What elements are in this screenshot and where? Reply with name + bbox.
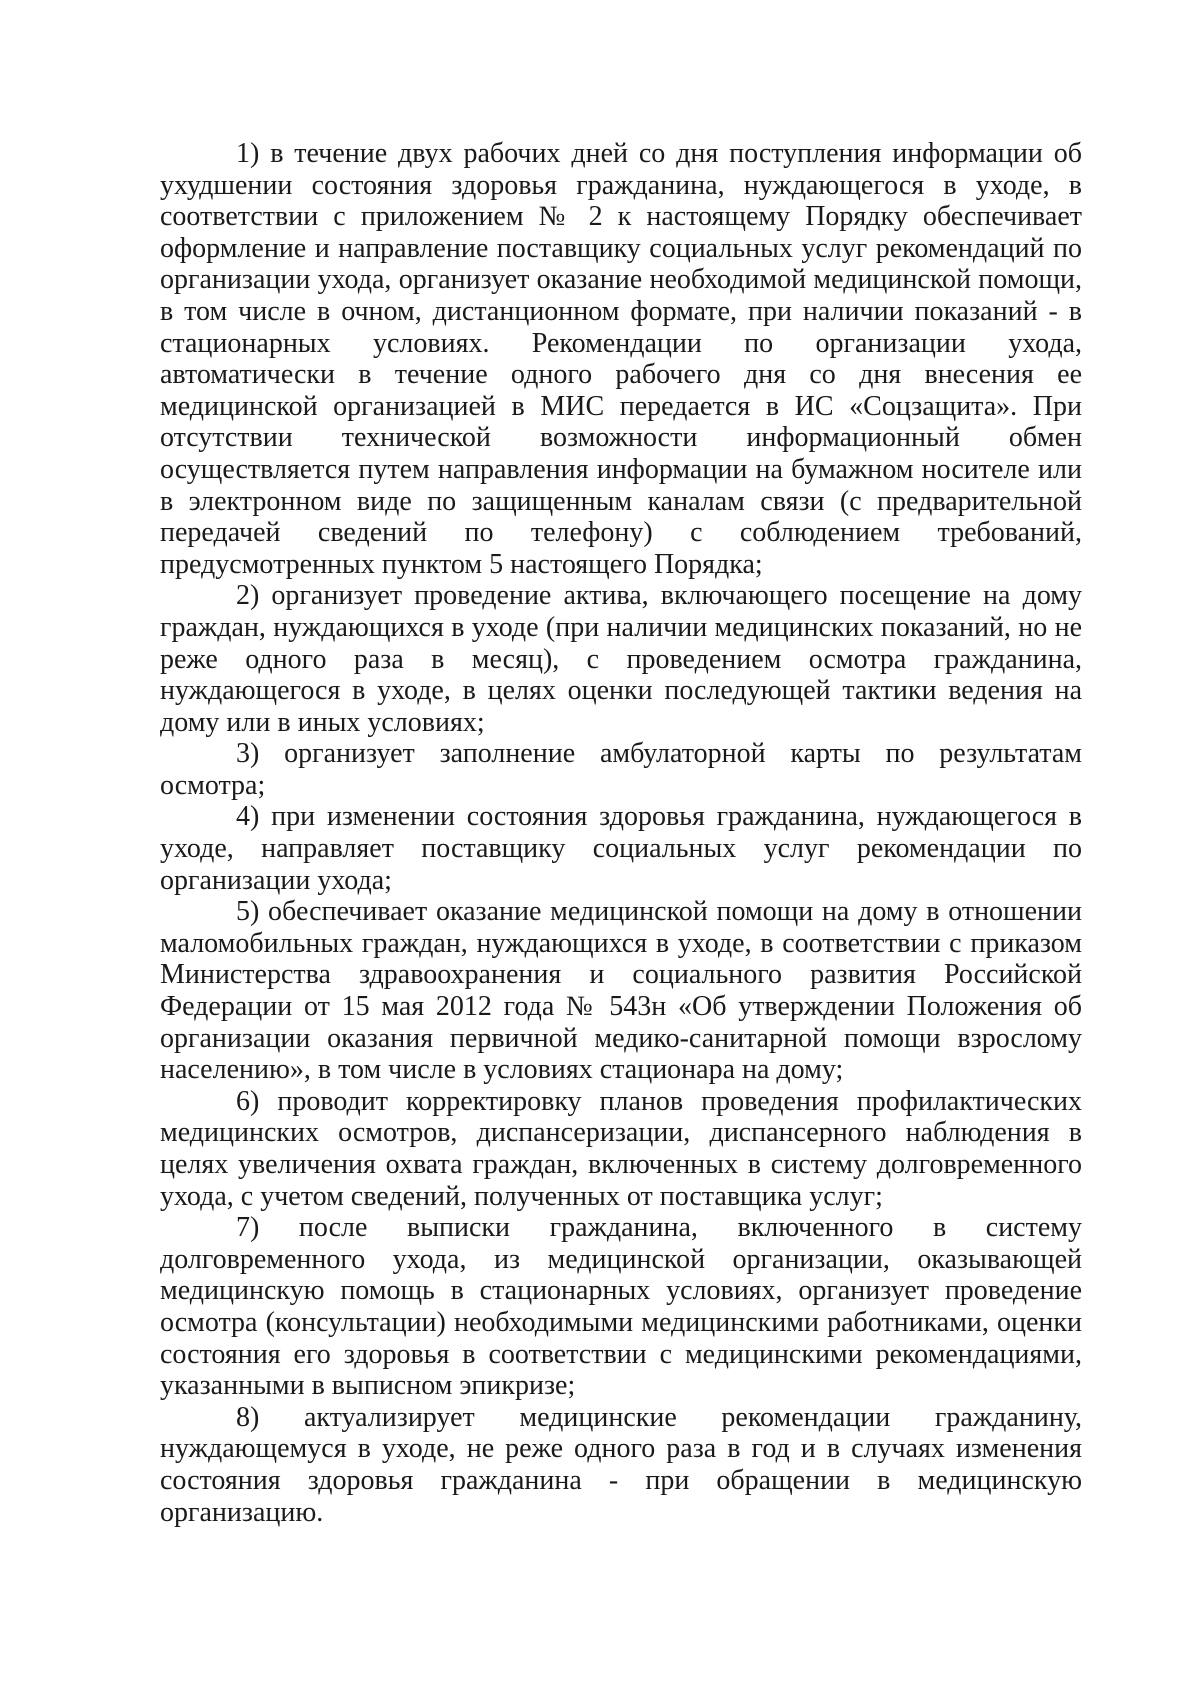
list-item-2: 2) организует проведение актива, включающего посещение на дому граждан, нуждающихся в уходе (при наличии медицинских показаний, но не реже одного раза в месяц), с проведением осмотра гражданина, нуждающегося в уходе, в целях оценки последующей тактики ведения на дому или в иных условиях; bbox=[160, 580, 1082, 738]
list-item-1: 1) в течение двух рабочих дней со дня поступления информации об ухудшении состояния здоровья гражданина, нуждающегося в уходе, в соответствии с приложением № 2 к настоящему Порядку обеспечивает оформление и направление поставщику социальных услуг рекомендаций по организации ухода, организует оказание необходимой медицинской помощи, в том числе в очном, дистанционном формате, при наличии показаний - в стационарных условиях. Рекомендации по организации ухода, автоматически в течение одного рабочего дня со дня внесения ее медицинской организацией в МИС передается в ИС «Соцзащита». При отсутствии технической возможности информационный обмен осуществляется путем направления информации на бумажном носителе или в электронном виде по защищенным каналам связи (с предварительной передачей сведений по телефону) с соблюдением требований, предусмотренных пунктом 5 настоящего Порядка; bbox=[160, 138, 1082, 580]
list-item-7: 7) после выписки гражданина, включенного в систему долговременного ухода, из медицинской организации, оказывающей медицинскую помощь в стационарных условиях, организует проведение осмотра (консультации) необходимыми медицинскими работниками, оценки состояния его здоровья в соответствии с медицинскими рекомендациями, указанными в выписном эпикризе; bbox=[160, 1212, 1082, 1402]
list-item-3: 3) организует заполнение амбулаторной карты по результатам осмотра; bbox=[160, 738, 1082, 801]
document-page bbox=[160, 138, 1082, 1528]
list-item-6: 6) проводит корректировку планов проведения профилактических медицинских осмотров, диспансеризации, диспансерного наблюдения в целях увеличения охвата граждан, включенных в систему долговременного ухода, с учетом сведений, полученных от поставщика услуг; bbox=[160, 1085, 1082, 1212]
list-item-5: 5) обеспечивает оказание медицинской помощи на дому в отношении маломобильных граждан, нуждающихся в уходе, в соответствии с приказом Министерства здравоохранения и социального развития Российской Федерации от 15 мая 2012 года № 543н «Об утверждении Положения об организации оказания первичной медико-санитарной помощи взрослому населению», в том числе в условиях стационара на дому; bbox=[160, 896, 1082, 1086]
list-item-4: 4) при изменении состояния здоровья гражданина, нуждающегося в уходе, направляет поставщику социальных услуг рекомендации по организации ухода; bbox=[160, 801, 1082, 896]
list-item-8: 8) актуализирует медицинские рекомендации гражданину, нуждающемуся в уходе, не реже одного раза в год и в случаях изменения состояния здоровья гражданина - при обращении в медицинскую организацию. bbox=[160, 1401, 1082, 1528]
